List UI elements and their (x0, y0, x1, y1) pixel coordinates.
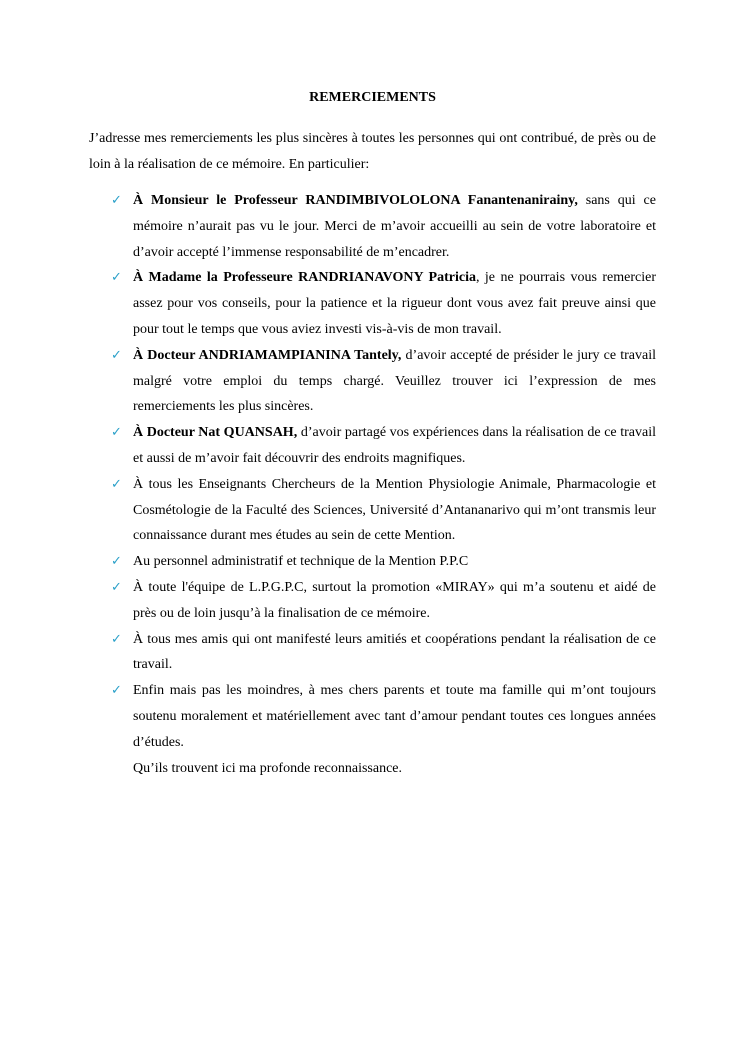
check-mark-icon: ✓ (111, 554, 122, 570)
list-item (89, 627, 656, 679)
list-item (89, 343, 656, 420)
closing-line: Qu’ils trouvent ici ma profonde reconnaissance. (133, 760, 403, 776)
document-page (89, 88, 656, 781)
page-title: REMERCIEMENTS (309, 90, 436, 105)
item-text: Enfin mais pas les moindres, à mes chers parents et toute ma famille qui m’ont toujours soutenu moralement et matériellement avec tant d’amour pendant toutes ces longues années d’études. (133, 683, 656, 750)
item-bold-text: À Docteur ANDRIAMAMPIANINA Tantely, (133, 347, 402, 363)
item-text: Au personnel administratif et technique de la Mention P.P.C (133, 554, 469, 570)
list-item (89, 188, 656, 265)
acknowledgements-list (89, 188, 656, 756)
item-text: À tous mes amis qui ont manifesté leurs amitiés et coopérations pendant la réalisation de ce travail. (133, 631, 656, 673)
list-item (89, 678, 656, 755)
check-mark-icon: ✓ (111, 476, 122, 492)
list-item (89, 472, 656, 549)
list-item (89, 549, 656, 575)
item-text: , je ne pourrais vous remercier assez pour vos conseils, pour la patience et la rigueur dont vous avez fait preuve ainsi que pour tout le temps que vous aviez investi vis-à-vis de mon travail. (133, 270, 656, 337)
item-text: d’avoir accepté de présider le jury ce travail malgré votre emploi du temps chargé. Veuillez trouver ici l’expression de mes remerciements les plus sincères. (133, 347, 656, 415)
list-item (89, 265, 656, 342)
check-mark-icon: ✓ (111, 683, 122, 699)
item-bold-text: À Monsieur le Professeur RANDIMBIVOLOLONA Fanantenanirainy, (133, 193, 578, 208)
item-text: À toute l'équipe de L.P.G.P.C, surtout la promotion «MIRAY» qui m’a soutenu et aidé de près ou de loin jusqu’à la finalisation de ce mémoire. (133, 579, 656, 621)
item-text: À tous les Enseignants Chercheurs de la Mention Physiologie Animale, Pharmacologie et Cosmétologie de la Faculté des Sciences, Université d’Antananarivo qui m’ont transmis leur connaissance durant mes études au sein de cette Mention. (133, 476, 656, 544)
check-mark-icon: ✓ (111, 270, 122, 286)
check-mark-icon: ✓ (111, 193, 122, 208)
item-bold-text: À Docteur Nat QUANSAH, (133, 425, 298, 441)
list-item (89, 575, 656, 627)
item-text: d’avoir partagé vos expériences dans la réalisation de ce travail et aussi de m’avoir fait découvrir des endroits magnifiques. (133, 425, 656, 466)
item-text: sans qui ce mémoire n’aurait pas vu le jour. Merci de m’avoir accueilli au sein de votre laboratoire et d’avoir accepté l’immense responsabilité de m’encadrer. (133, 193, 656, 260)
list-item (89, 420, 656, 472)
check-mark-icon: ✓ (111, 347, 122, 363)
item-bold-text: À Madame la Professeure RANDRIANAVONY Patricia (133, 270, 476, 286)
check-mark-icon: ✓ (111, 579, 122, 595)
check-mark-icon: ✓ (111, 631, 122, 647)
intro-paragraph: J’adresse mes remerciements les plus sincères à toutes les personnes qui ont contribué, de près ou de loin à la réalisation de ce mémoire. En particulier: (89, 131, 656, 172)
check-mark-icon: ✓ (111, 425, 122, 441)
